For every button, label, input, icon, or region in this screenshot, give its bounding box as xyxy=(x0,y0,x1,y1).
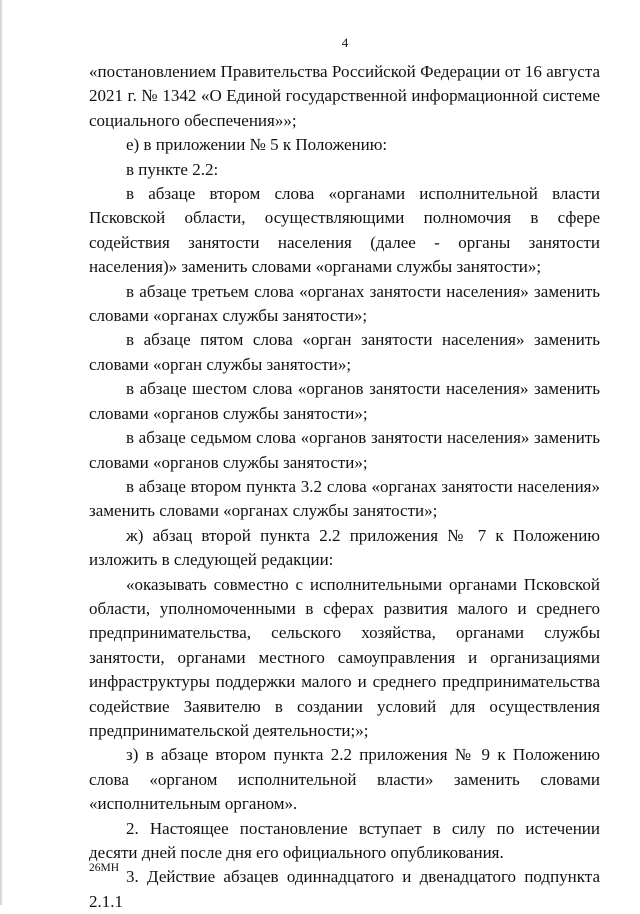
paragraph-6: в абзаце пятом слова «орган занятости населения» заменить словами «орган службы занятости»; xyxy=(89,330,600,374)
paragraph-14: 3. Действие абзацев одиннадцатого и двенадцатого подпункта 2.1.1 xyxy=(89,867,600,911)
page-number: 4 xyxy=(341,35,349,50)
paragraph-5: в абзаце третьем слова «органах занятости населения» заменить словами «органах службы занятости»; xyxy=(89,281,600,326)
paragraph-10: ж) абзац второй пункта 2.2 приложения № 7 к Положению изложить в следующей редакции: xyxy=(89,525,600,570)
paragraph-4: в абзаце втором слова «органами исполнительной власти Псковской области, осуществляющими полномочия в сфере содействия занятости населения (далее - органы занятости населения)» заменить словами «органами службы занятости»; xyxy=(89,184,600,277)
paragraph-11: «оказывать совместно с исполнительными органами Псковской области, уполномоченными в сферах развития малого и среднего предпринимательства, сельского хозяйства, органами службы занятости, органами местного самоуправления и организациями инфраструктуры поддержки малого и среднего предпринимательства содействие Заявителю в создании условий для осуществления предпринимательской деятельности;»; xyxy=(89,574,600,740)
paragraph-12: з) в абзаце втором пункта 2.2 приложения № 9 к Положению слова «органом исполнительной власти» заменить словами «исполнительным органом». xyxy=(89,745,600,814)
paragraph-3: в пункте 2.2: xyxy=(126,159,219,179)
footer-document-code: 26МН xyxy=(89,862,120,874)
paragraph-2: е) в приложении № 5 к Положению: xyxy=(126,135,388,155)
document-body xyxy=(89,60,600,914)
paragraph-8: в абзаце седьмом слова «органов занятости населения» заменить словами «органов службы занятости»; xyxy=(89,428,600,472)
scan-edge-shadow xyxy=(0,0,3,905)
paragraph-13: 2. Настоящее постановление вступает в силу по истечении десяти дней после дня его официального опубликования. xyxy=(89,818,600,862)
paragraph-1: «постановлением Правительства Российской Федерации от 16 августа 2021 г. № 1342 «О Единой государственной информационной системе социального обеспечения»»; xyxy=(89,62,600,130)
paragraph-9: в абзаце втором пункта 3.2 слова «органах занятости населения» заменить словами «органах службы занятости»; xyxy=(89,476,600,521)
paragraph-7: в абзаце шестом слова «органов занятости населения» заменить словами «органов службы занятости»; xyxy=(89,379,600,423)
